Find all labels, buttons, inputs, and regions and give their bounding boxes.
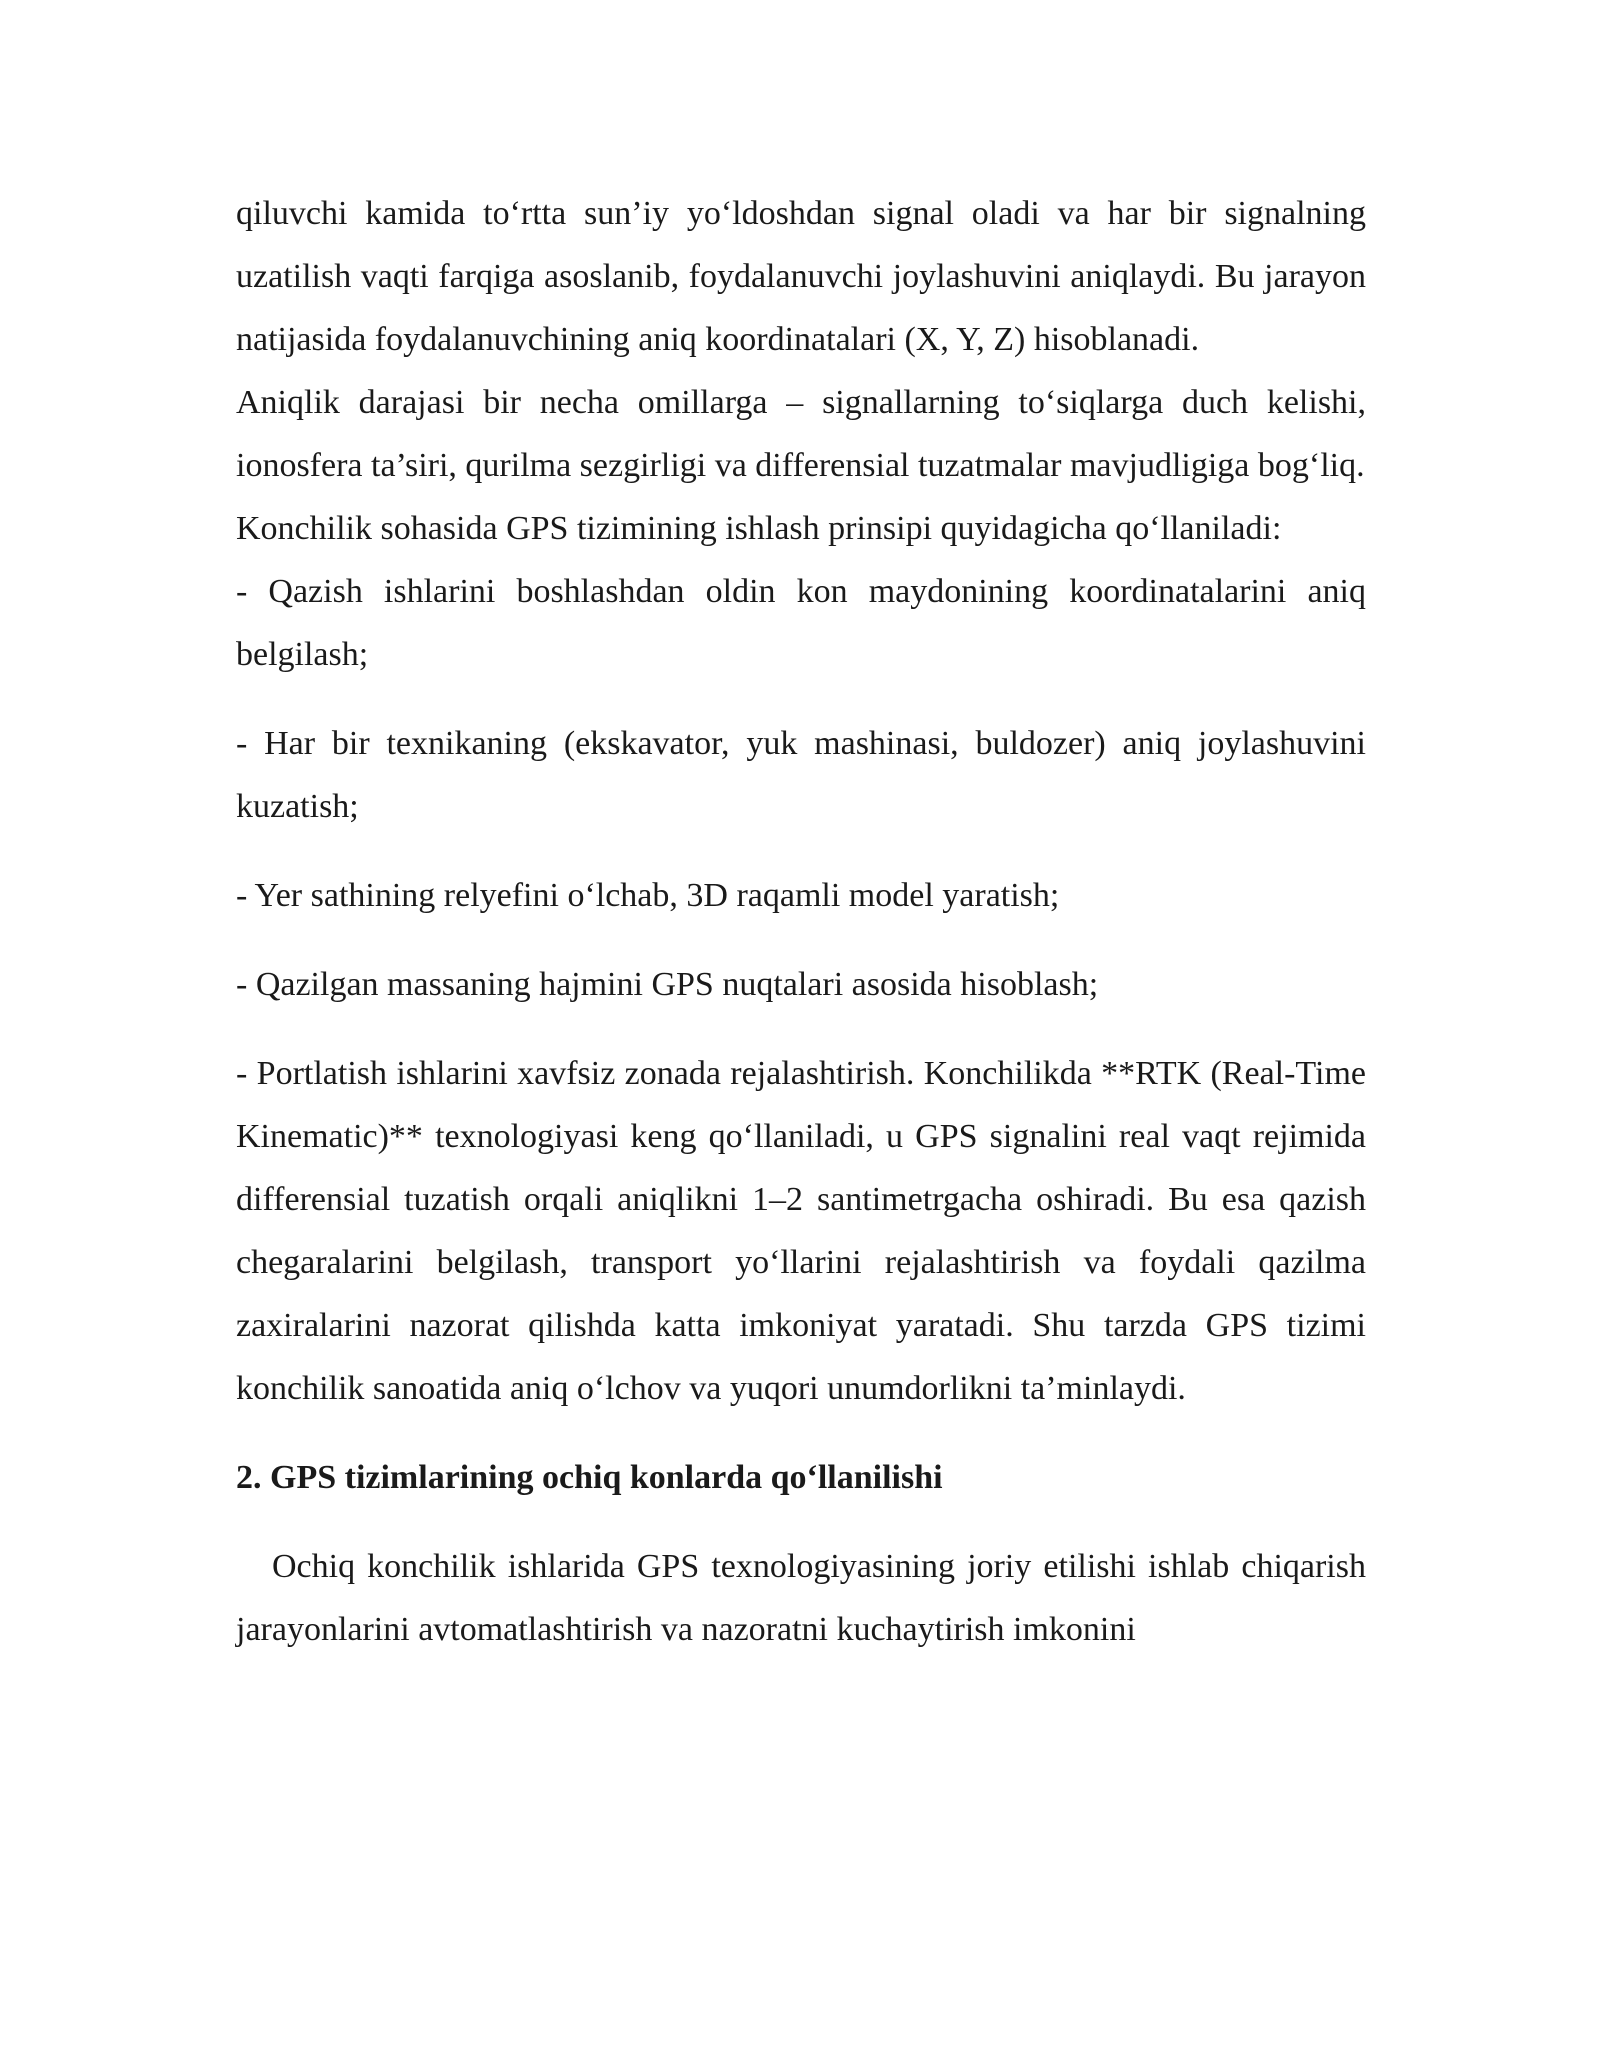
paragraph-mining-principle: Konchilik sohasida GPS tizimining ishlash prinsipi quyidagicha qo‘llaniladi:: [236, 510, 1282, 547]
list-item-3d-model: - Yer sathining relyefini o‘lchab, 3D raqamli model yaratish;: [236, 877, 1060, 914]
document-body: [236, 182, 1366, 1661]
section-heading: 2. GPS tizimlarining ochiq konlarda qo‘llanilishi: [236, 1459, 943, 1496]
list-item-mark-coordinates: - Qazish ishlarini boshlashdan oldin kon maydonining koordinatalarini aniq belgilash;: [236, 573, 1366, 673]
list-item-track-equipment: - Har bir texnikaning (ekskavator, yuk mashinasi, buldozer) aniq joylashuvini kuzatish;: [236, 725, 1366, 825]
paragraph-gps-positioning: qiluvchi kamida to‘rtta sun’iy yo‘ldoshdan signal oladi va har bir signalning uzatilish vaqti farqiga asoslanib, foydalanuvchi joylashuvini aniqlaydi. Bu jarayon natijasida foydalanuvchining aniq koordinatalari (X, Y, Z) hisoblanadi.: [236, 195, 1366, 358]
list-item-blasting-rtk: - Portlatish ishlarini xavfsiz zonada rejalashtirish. Konchilikda **RTK (Real-Time Kinematic)** texnologiyasi keng qo‘llaniladi, u GPS signalini real vaqt rejimida differensial tuzatish orqali aniqlikni 1–2 santimetrgacha oshiradi. Bu esa qazish chegaralarini belgilash, transport yo‘llarini rejalashtirish va foydali qazilma zaxiralarini nazorat qilishda katta imkoniyat yaratadi. Shu tarzda GPS tizimi konchilik sanoatida aniq o‘lchov va yuqori unumdorlikni ta’minlaydi.: [236, 1055, 1366, 1407]
paragraph-accuracy-factors: Aniqlik darajasi bir necha omillarga – signallarning to‘siqlarga duch kelishi, ionosfera ta’siri, qurilma sezgirligi va differensial tuzatmalar mavjudligiga bog‘liq.: [236, 384, 1366, 484]
section-paragraph: Ochiq konchilik ishlarida GPS texnologiyasining joriy etilishi ishlab chiqarish jarayonlarini avtomatlashtirish va nazoratni kuchaytirish imkonini: [236, 1548, 1366, 1648]
list-item-volume-calculation: - Qazilgan massaning hajmini GPS nuqtalari asosida hisoblash;: [236, 966, 1099, 1003]
